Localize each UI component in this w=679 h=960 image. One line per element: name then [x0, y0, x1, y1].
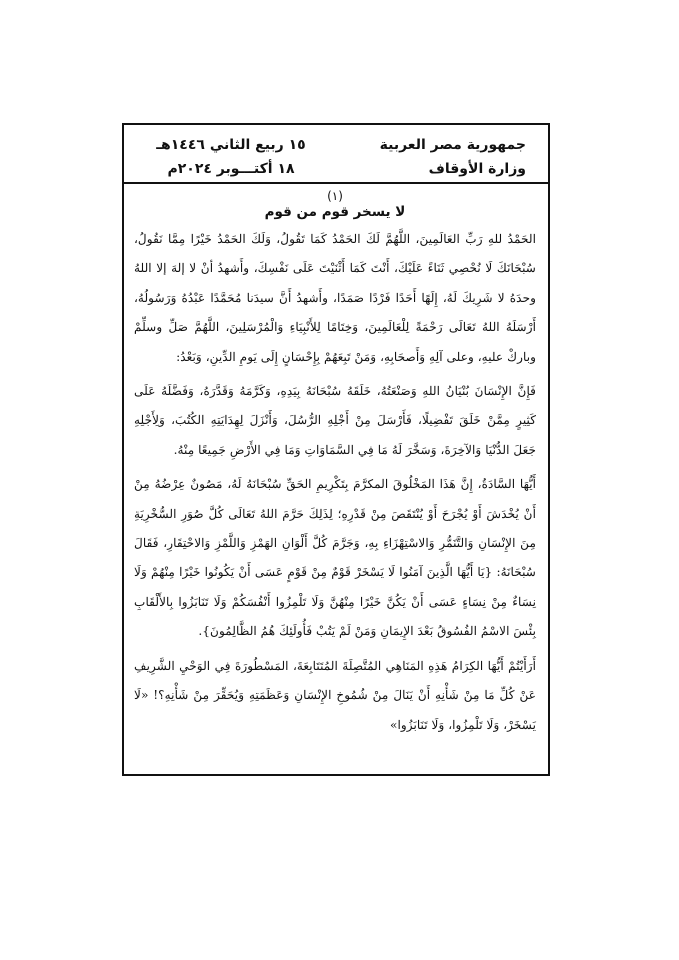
header-issuer — [336, 133, 526, 181]
page-frame — [122, 123, 550, 776]
hijri-date: ١٥ ربيع الثاني ١٤٤٦هـ — [156, 137, 306, 153]
paragraph: أَرَأَيْتُمْ أَيُّهَا الكِرَامُ هَذِهِ المَنَاهِي المُتَّصِلَةَ المُتَتَابِعَةَ، المَسْطُورَةَ فِي الوَحْيِ الشَّرِيفِ عَنْ كُلِّ مَا مِنْ شَأْنِهِ أَنْ يَنَالَ مِنْ شُمُوخِ الإِنْسَانِ وَعَظَمَتِهِ وَيُحَقِّرَ مِنْ شَأْنِهِ؟! «لَا يَسْخَرْ، وَلَا تَلْمِزُوا، وَلَا تَنَابَزُوا» — [134, 658, 536, 732]
header-dates — [136, 133, 326, 181]
paragraph: أَيُّهَا السَّادَةُ، إِنَّ هَذَا المَخْلُوقَ المكرَّمَ بِتَكْرِيمِ الحَقِّ سُبْحَانَهُ لَهُ، مَصُونٌ عِرْضُهُ مِنْ أَنْ يُخْدَشَ أَوْ يُجْرَحَ أَوْ يُنْتَقَصَ مِنْ قَدْرِهِ؛ لِذَلِكَ حَرَّمَ اللهُ تَعَالَى كُلَّ صُوَرِ السُّخْرِيَةِ مِنَ الإِنْسَانِ وَالتَّنَمُّرِ وَالاسْتِهْزَاءِ بِهِ، وَجَرَّمَ كُلَّ أَلْوَانِ الهَمْزِ وَاللَّمْزِ وَالاحْتِقَارِ، فَقَالَ سُبْحَانَهُ: {يَا أَيُّهَا الَّذِينَ آمَنُوا لَا يَسْخَرْ قَوْمٌ مِنْ قَوْمٍ عَسَى أَنْ يَكُونُوا خَيْرًا مِنْهُمْ وَلَا نِسَاءٌ مِنْ نِسَاءٍ عَسَى أَنْ يَكُنَّ خَيْرًا مِنْهُنَّ وَلَا تَلْمِزُوا أَنْفُسَكُمْ وَلَا تَنَابَزُوا بِالأَلْقَابِ بِئْسَ الاسْمُ الفُسُوقُ بَعْدَ الإِيمَانِ وَمَنْ لَمْ يَتُبْ فَأُولَئِكَ هُمُ الظَّالِمُونَ}. — [134, 477, 536, 639]
header-box — [124, 125, 548, 184]
gregorian-date: ١٨ أكتـــوبر ٢٠٢٤م — [167, 161, 295, 177]
ministry-name: وزارة الأوقاف — [428, 161, 526, 177]
khutba-title: لا يسخر قوم من قوم — [264, 204, 406, 220]
khutba-body — [134, 187, 536, 740]
khutba-number: (١) — [327, 189, 343, 203]
paragraph: فَإِنَّ الإِنْسَانَ بُنْيَانُ اللهِ وَصَنْعَتُهُ، خَلَقَهُ سُبْحَانَهُ بِيَدِهِ، وَكَرَّمَهُ وَقَدَّرَهُ، وَفَضَّلَهُ عَلَى كَثِيرٍ مِمَّنْ خَلَقَ تَفْضِيلًا، فَأَرْسَلَ مِنْ أَجْلِهِ الرُّسُلَ، وَأَنْزَلَ لِهِدَايَتِهِ الكُتُبَ، وَلِأَجْلِهِ جَعَلَ الدُّنْيَا وَالآخِرَةَ، وَسَخَّرَ لَهُ مَا فِي السَّمَاوَاتِ وَمَا فِي الأَرْضِ جَمِيعًا مِنْهُ. — [134, 384, 536, 457]
country-name: جمهورية مصر العربية — [379, 137, 526, 153]
paragraph: الحَمْدُ للهِ رَبِّ العَالَمِينَ، اللَّهُمَّ لَكَ الحَمْدُ كَمَا تَقُولُ، وَلَكَ الحَمْدُ خَيْرًا مِمَّا نَقُولُ، سُبْحَانَكَ لَا نُحْصِي ثَنَاءً عَلَيْكَ، أَنْتَ كَمَا أَثْنَيْتَ عَلَى نَفْسِكَ، وأَشهدُ أنْ لا إلهَ إلا اللهُ وحدَهُ لا شَرِيكَ لَهُ، إِلَهًا أَحَدًا فَرْدًا صَمَدًا، وأَشهدُ أَنَّ سيدَنا مُحَمَّدًا عَبْدُهُ وَرَسُولُهُ، أَرْسَلَهُ اللهُ تَعَالَى رَحْمَةً لِلْعَالَمِينَ، وَخِتَامًا لِلأَنْبِيَاءِ وَالْمُرْسَلِينَ، اللَّهُمَّ صَلِّ وسلِّمْ وباركْ عليهِ، وعلى آلِهِ وَأَصحَابِهِ، وَمَنْ تَبِعَهُمْ بِإِحْسَانٍ إِلَى يَومِ الدِّينِ، وَبَعْدُ: — [134, 232, 536, 364]
